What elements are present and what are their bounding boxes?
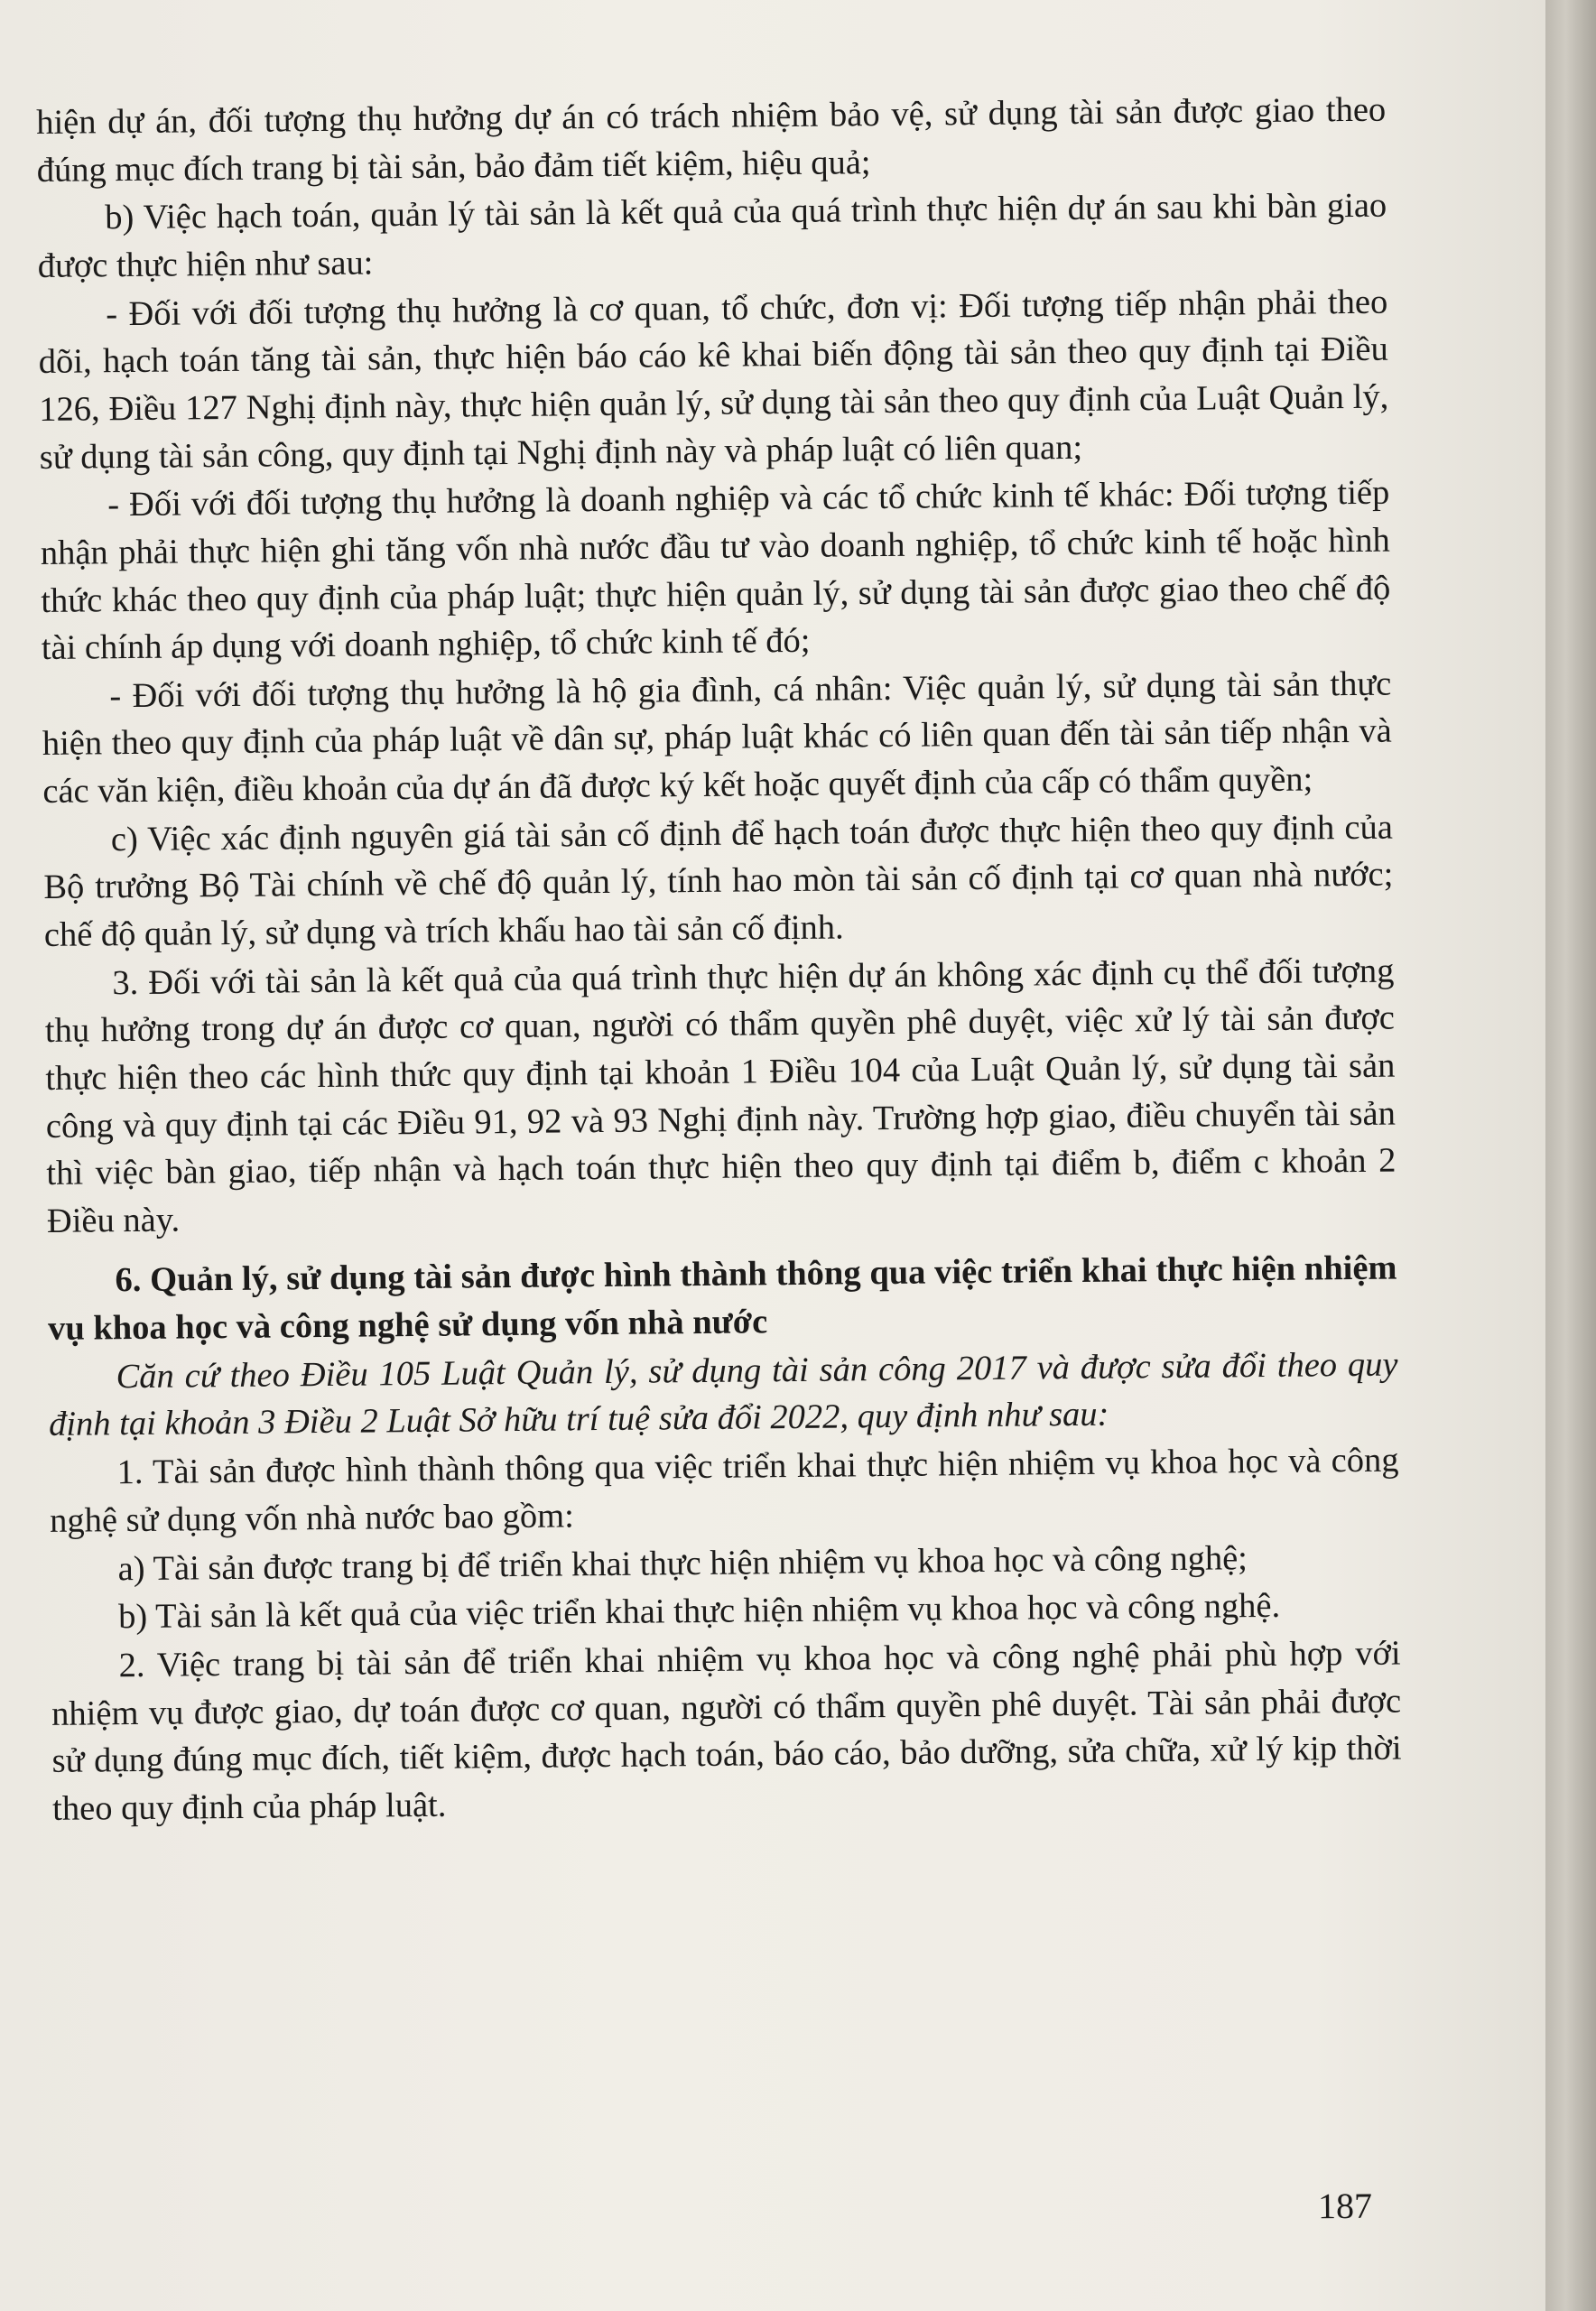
page-edge xyxy=(1545,0,1596,2311)
paragraph: a) Tài sản được trang bị để triển khai thực hiện nhiệm vụ khoa học và công nghệ; xyxy=(117,1538,1248,1588)
paragraph: c) Việc xác định nguyên giá tài sản cố định để hạch toán được thực hiện theo quy định của Bộ trưởng Bộ Tài chính về chế độ quản lý, tính hao mòn tài sản cố định tại cơ quan nhà nước; chế độ quản lý, sử dụng và trích khấu hao tài sản cố định. xyxy=(43,808,1394,954)
paragraph: 3. Đối với tài sản là kết quả của quá trình thực hiện dự án không xác định cụ thể đối tượng thụ hưởng trong dự án được cơ quan, người có thẩm quyền phê duyệt, việc xử lý tài sản được thực hiện theo các hình thức quy định tại khoản 1 Điều 104 của Luật Quản lý, sử dụng tài sản công và quy định tại các Điều 91, 92 và 93 Nghị định này. Trường hợp giao, điều chuyển tài sản thì việc bàn giao, tiếp nhận và hạch toán thực hiện theo quy định tại điểm b, điểm c khoản 2 Điều này. xyxy=(44,951,1396,1240)
section-heading: 6. Quản lý, sử dụng tài sản được hình thành thông qua việc triển khai thực hiện nhiệm vụ khoa học và công nghệ sử dụng vốn nhà nước xyxy=(47,1248,1397,1348)
paragraph: hiện dự án, đối tượng thụ hưởng dự án có trách nhiệm bảo vệ, sử dụng tài sản được giao theo đúng mục đích trang bị tài sản, bảo đảm tiết kiệm, hiệu quả; xyxy=(36,90,1387,190)
paragraph: b) Việc hạch toán, quản lý tài sản là kết quả của quá trình thực hiện dự án sau khi bàn giao được thực hiện như sau: xyxy=(37,187,1387,285)
paragraph: - Đối với đối tượng thụ hưởng là cơ quan, tổ chức, đơn vị: Đối tượng tiếp nhận phải theo dõi, hạch toán tăng tài sản, thực hiện báo cáo kê khai biến động tài sản theo quy định tại Điều 126, Điều 127 Nghị định này, thực hiện quản lý, sử dụng tài sản theo quy định của Luật Quản lý, sử dụng tài sản công, quy định tại Nghị định này và pháp luật có liên quan; xyxy=(38,283,1389,477)
paragraph: 2. Việc trang bị tài sản để triển khai nhiệm vụ khoa học và công nghệ phải phù hợp với nhiệm vụ được giao, dự toán được cơ quan, người có thẩm quyền phê duyệt. Tài sản phải được sử dụng đúng mục đích, tiết kiệm, được hạch toán, báo cáo, bảo dưỡng, sửa chữa, xử lý kịp thời theo quy định của pháp luật. xyxy=(51,1634,1402,1828)
page-content xyxy=(36,87,1402,1834)
page-number: 187 xyxy=(1317,2185,1373,2227)
paragraph: - Đối với đối tượng thụ hưởng là doanh nghiệp và các tổ chức kinh tế khác: Đối tượng tiếp nhận phải thực hiện ghi tăng vốn nhà nước đầu tư vào doanh nghiệp, tổ chức kinh tế hoặc hình thức khác theo quy định của pháp luật; thực hiện quản lý, sử dụng tài sản được giao theo chế độ tài chính áp dụng với doanh nghiệp, tổ chức kinh tế đó; xyxy=(40,473,1391,668)
italic-intro: Căn cứ theo Điều 105 Luật Quản lý, sử dụng tài sản công 2017 và được sửa đổi theo quy định tại khoản 3 Điều 2 Luật Sở hữu trí tuệ sửa đổi 2022, quy định như sau: xyxy=(48,1345,1398,1444)
paragraph: - Đối với đối tượng thụ hưởng là hộ gia đình, cá nhân: Việc quản lý, sử dụng tài sản thực hiện theo quy định của pháp luật về dân sự, pháp luật khác có liên quan đến tài sản tiếp nhận và các văn kiện, điều khoản của dự án đã được ký kết hoặc quyết định của cấp có thẩm quyền; xyxy=(42,664,1392,812)
paragraph: b) Tài sản là kết quả của việc triển khai thực hiện nhiệm vụ khoa học và công nghệ. xyxy=(117,1587,1281,1637)
paragraph: 1. Tài sản được hình thành thông qua việc triển khai thực hiện nhiệm vụ khoa học và công nghệ sử dụng vốn nhà nước bao gồm: xyxy=(49,1441,1399,1540)
